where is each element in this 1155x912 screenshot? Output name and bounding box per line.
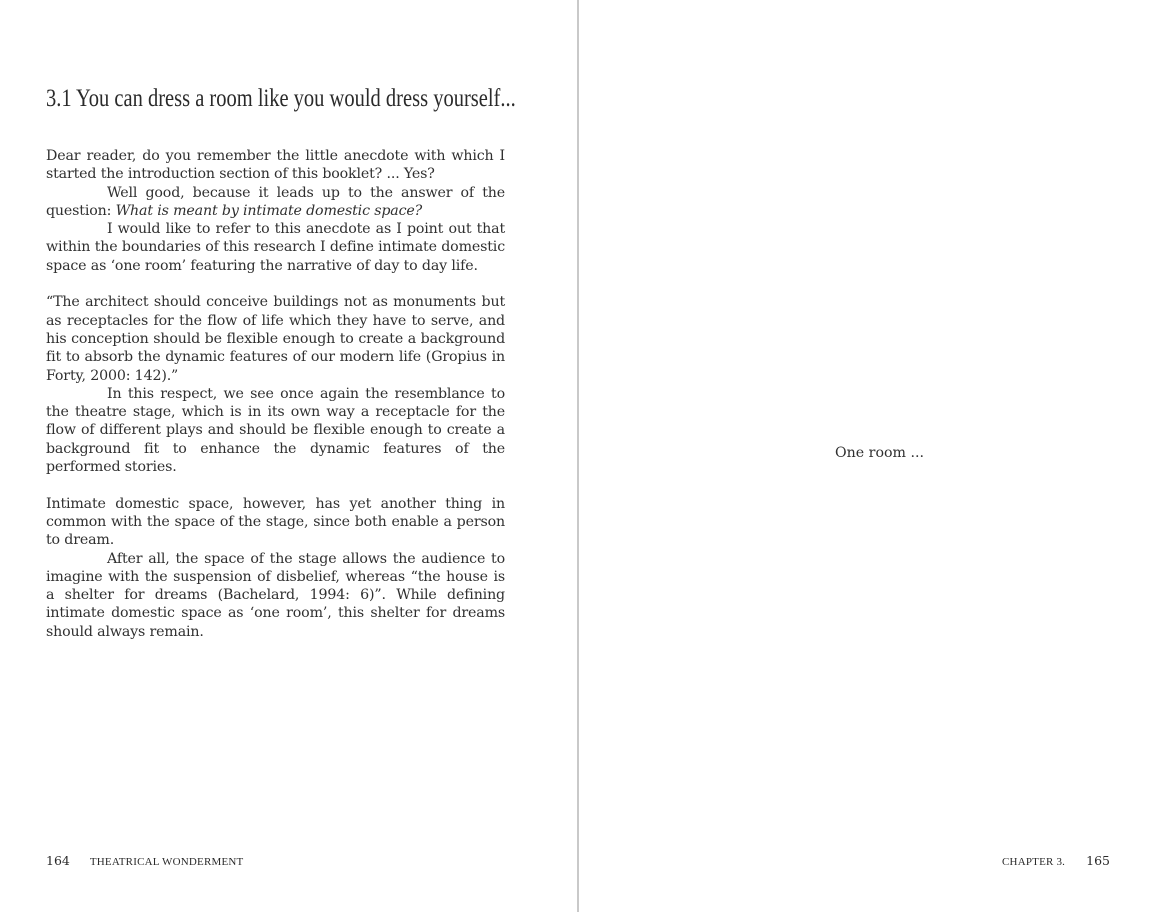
- body-paragraph: [46, 495, 505, 550]
- running-head-right: CHAPTER 3.: [1002, 856, 1066, 868]
- left-page-footer: [46, 853, 243, 868]
- left-page: [0, 0, 577, 912]
- section-heading: 3.1 You can dress a room like you would dress yourself...: [46, 85, 516, 112]
- right-page-footer: [1002, 853, 1110, 868]
- paragraph-text: “The architect should conceive buildings not as monuments but as receptacles for the flow of life which they have to serve, and his conception should be flexible enough to create a background fit to absorb the dynamic features of our modern life (Gropius in Forty, 2000: 142).”: [46, 294, 505, 384]
- body-paragraph: [46, 220, 505, 275]
- page-number-right: 165: [1086, 853, 1110, 868]
- running-head-left: THEATRICAL WONDERMENT: [89, 856, 244, 868]
- page-caption: One room ...: [835, 445, 925, 461]
- body-paragraph: [46, 147, 505, 184]
- body-paragraph: [46, 385, 505, 476]
- paragraph-text: Intimate domestic space, however, has yet another thing in common with the space of the stage, since both enable a person to dream.: [46, 495, 505, 549]
- paragraph-text: After all, the space of the stage allows the audience to imagine with the suspension of disbelief, whereas “the house is a shelter for dreams (Bachelard, 1994: 6)”. While defining intimate domestic space as ‘one room’, this shelter for dreams should always remain.: [46, 550, 505, 640]
- paragraph-text: Dear reader, do you remember the little anecdote with which I started the introduction section of this booklet? ... Yes?: [46, 148, 505, 183]
- body-paragraph: [46, 184, 505, 221]
- paragraph-text: I would like to refer to this anecdote as I point out that within the boundaries of this research I define intimate domestic space as ‘one room’ featuring the narrative of day to day life.: [46, 221, 505, 274]
- body-paragraph: [46, 550, 505, 641]
- right-page: [579, 0, 1155, 912]
- body-text: [46, 147, 505, 641]
- page-number-left: 164: [46, 853, 70, 868]
- paragraph-text: Well good, because it leads up to the answer of the question:: [46, 184, 505, 219]
- paragraph-text: In this respect, we see once again the resemblance to the theatre stage, which is in its own way a receptacle for the flow of different plays and should be flexible enough to create a background fit to enhance the dynamic features of the performed stories.: [46, 385, 505, 476]
- italic-text: What is meant by intimate domestic space?: [115, 202, 423, 219]
- body-paragraph: [46, 293, 505, 384]
